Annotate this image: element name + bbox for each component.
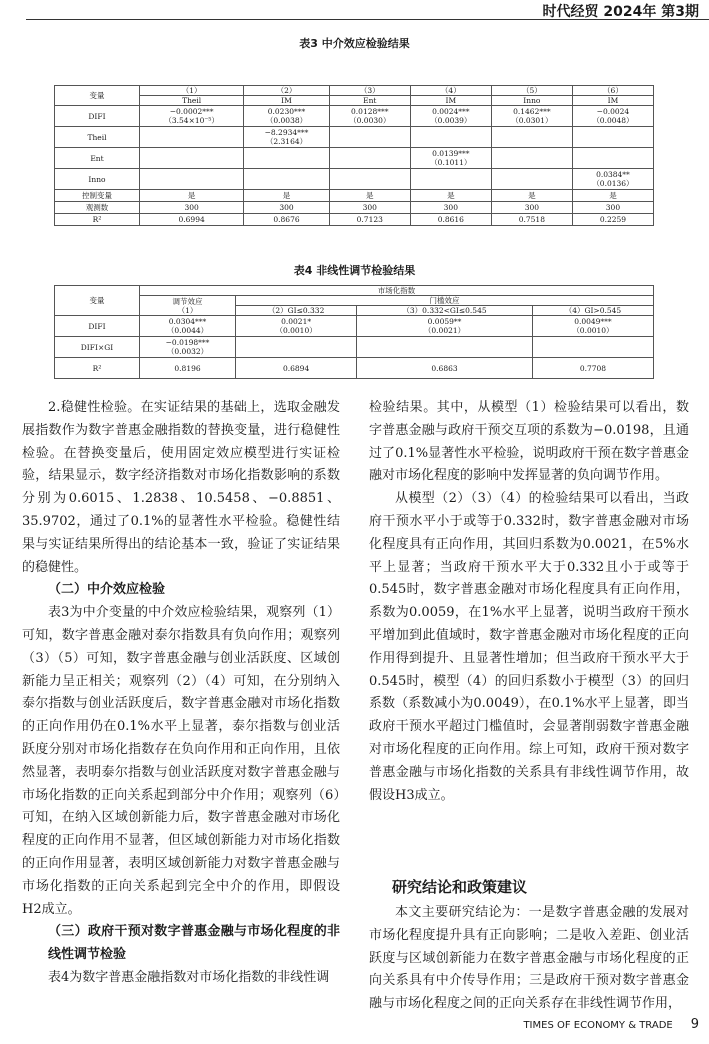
table4-cell — [532, 337, 653, 358]
table3-cell: 0.8616 — [410, 214, 491, 226]
table4 — [54, 285, 654, 379]
table4-cell: 0.6894 — [236, 358, 357, 379]
table4-row-label: DIFI — [55, 316, 140, 337]
table4-var-header: 变量 — [55, 286, 140, 316]
table4-cell: 0.6863 — [357, 358, 533, 379]
table3-cell — [329, 169, 410, 190]
table3-cell: 是 — [410, 190, 491, 202]
table4-threshold-header: 门槛效应 — [236, 296, 654, 306]
table-row — [55, 214, 654, 226]
table4-cell: −0.0198*** （0.0032） — [140, 337, 236, 358]
table3-dep-header: Theil — [140, 96, 244, 106]
table3-cell — [140, 127, 244, 148]
paragraph: 表4为数字普惠金融指数对市场化指数的非线性调 — [48, 969, 330, 985]
table3-cell: 0.2259 — [572, 214, 653, 226]
table3-cell: 0.0384** （0.0136） — [572, 169, 653, 190]
table4-cell: 0.0021* （0.0010） — [236, 316, 357, 337]
table4-row-label: R² — [55, 358, 140, 379]
table3-cell — [329, 148, 410, 169]
journal-name: TIMES OF ECONOMY & TRADE — [523, 1020, 673, 1031]
table3-cell — [244, 148, 329, 169]
table-row — [55, 190, 654, 202]
table3-dep-header: IM — [572, 96, 653, 106]
table3-cell: 300 — [410, 202, 491, 214]
table3-cell: 0.0139*** （0.1011） — [410, 148, 491, 169]
table3-cell — [140, 148, 244, 169]
paragraph: 2.稳健性检验。在实证结果的基础上，选取金融发展指数作为数字普惠金融指数的替换变量，进行稳健性检验。在替换变量后，使用固定效应模型进行实证检验，结果显示，数字经济指数对市场化指数影响的系数分别为0.6015、1.2838、10.5458、−0.8851、35.9702，通过了0.1%的显著性水平检验。稳健性结果与实证结果所得出的结论基本一致，验证了实证结果的稳健性。 — [22, 400, 340, 575]
table4-cell — [236, 337, 357, 358]
table-row — [55, 106, 654, 127]
table-row — [55, 316, 654, 337]
subsection-heading: （二）中介效应检验 — [48, 582, 166, 598]
conclusion-text — [369, 902, 689, 1016]
table3-cell: 0.6994 — [140, 214, 244, 226]
table3-col-header: （4） — [410, 86, 491, 96]
table4-th-header: （2）GI≤0.332 — [236, 306, 357, 316]
table3-col-header: （2） — [244, 86, 329, 96]
table3-cell — [491, 169, 572, 190]
table-row — [55, 202, 654, 214]
page-footer — [523, 1017, 699, 1032]
table3-cell — [410, 169, 491, 190]
table3-row-label: 观测数 — [55, 202, 140, 214]
table3-cell: 是 — [244, 190, 329, 202]
table3-cell — [491, 148, 572, 169]
table4-th-header: （4）GI>0.545 — [532, 306, 653, 316]
section-heading: 研究结论和政策建议 — [392, 878, 528, 896]
right-column — [369, 397, 689, 807]
table-row — [55, 127, 654, 148]
table3-cell: 0.1462*** （0.0301） — [491, 106, 572, 127]
page-header — [0, 0, 709, 20]
table3-dep-header: Inno — [491, 96, 572, 106]
table3-row-label: Theil — [55, 127, 140, 148]
table3-cell: 300 — [491, 202, 572, 214]
paragraph: 本文主要研究结论为：一是数字普惠金融的发展对市场化程度提升具有正向影响；二是收入差距、创业活跃度与区域创新能力在数字普惠金融与市场化程度的正向关系具有中介传导作用；三是政府干预对数字普惠金融与市场化程度之间的正向关系存在非线性调节作用， — [369, 905, 689, 1012]
page-number: 9 — [690, 1017, 699, 1032]
table3-cell: 是 — [572, 190, 653, 202]
table3-cell — [329, 127, 410, 148]
table3-col-header: （3） — [329, 86, 410, 96]
table4-cell: 0.0304*** （0.0044） — [140, 316, 236, 337]
table3-row-label: 控制变量 — [55, 190, 140, 202]
table3-cell — [140, 169, 244, 190]
table3-cell — [244, 169, 329, 190]
table3-cell: 是 — [491, 190, 572, 202]
table-row — [55, 337, 654, 358]
table3-cell — [572, 148, 653, 169]
table3-dep-header: IM — [244, 96, 329, 106]
table4-cell: 0.0059** （0.0021） — [357, 316, 533, 337]
table3-cell — [572, 127, 653, 148]
table3-cell: −0.0024 （0.0048） — [572, 106, 653, 127]
table3-var-header: 变量 — [55, 86, 140, 106]
table3-row-label: R² — [55, 214, 140, 226]
left-column — [22, 397, 340, 990]
table3-cell: 0.0024*** （0.0039） — [410, 106, 491, 127]
table3-cell — [491, 127, 572, 148]
table3-dep-header: Ent — [329, 96, 410, 106]
table4-col1-header: 调节效应 （1） — [140, 296, 236, 316]
table-row — [55, 169, 654, 190]
table3-dep-header: IM — [410, 96, 491, 106]
table3-cell: 300 — [572, 202, 653, 214]
paragraph: 检验结果。其中，从模型（1）检验结果可以看出，数字普惠金融与政府干预交互项的系数为−0.0198，且通过了0.1%显著性水平检验，说明政府干预在数字普惠金融对市场化程度的影响中发挥显著的负向调节作用。 — [369, 400, 689, 484]
table4-group-header: 市场化指数 — [140, 286, 654, 296]
table-row — [55, 148, 654, 169]
table3-title: 表3 中介效应检验结果 — [299, 37, 410, 50]
table3-cell: 是 — [140, 190, 244, 202]
table3-col-header: （5） — [491, 86, 572, 96]
journal-header: 时代经贸 2024年 第3期 — [542, 4, 699, 20]
table3-cell: −8.2934*** （2.3164） — [244, 127, 329, 148]
table4-row-label: DIFI×GI — [55, 337, 140, 358]
table4-cell: 0.7708 — [532, 358, 653, 379]
table3-cell: −0.0002*** （3.54×10⁻⁵） — [140, 106, 244, 127]
paragraph: 从模型（2）（3）（4）的检验结果可以看出，当政府干预水平小于或等于0.332时，数字普惠金融对市场化程度具有正向作用，其回归系数为0.0021，在5%水平上显著；当政府干预水平大于0.332且小于或等于0.545时，数字普惠金融对市场化程度具有正向作用，系数为0.0059，在1%水平上显著，说明当政府干预水平增加到此值域时，数字普惠金融对市场化程度的正向作用得到提升、且显著性增加；但当政府干预水平大于0.545时，模型（4）的回归系数小于模型（3）的回归系数（系数减小为0.0049），在0.1%水平上显著，即当政府干预水平超过门槛值时，会显著削弱数字普惠金融对市场化程度的正向作用。综上可知，政府干预对数字普惠金融与市场化指数的关系具有非线性调节作用，故假设H3成立。 — [369, 491, 689, 803]
table3-cell: 300 — [140, 202, 244, 214]
table3-col-header: （6） — [572, 86, 653, 96]
table3-row-label: Inno — [55, 169, 140, 190]
table3-cell: 是 — [329, 190, 410, 202]
header-rule — [26, 19, 709, 20]
table4-cell: 0.0049*** （0.0010） — [532, 316, 653, 337]
subsection-heading: （三）政府干预对数字普惠金融与市场化程度的非线性调节检验 — [48, 924, 340, 963]
table-row — [55, 358, 654, 379]
table3-cell: 300 — [244, 202, 329, 214]
table3-cell — [410, 127, 491, 148]
table4-th-header: （3）0.332<GI≤0.545 — [357, 306, 533, 316]
table4-cell — [357, 337, 533, 358]
table3-row-label: DIFI — [55, 106, 140, 127]
table3-cell: 0.0230*** （0.0038） — [244, 106, 329, 127]
table4-title: 表4 非线性调节检验结果 — [293, 264, 416, 277]
table3-row-label: Ent — [55, 148, 140, 169]
table4-cell: 0.8196 — [140, 358, 236, 379]
table3 — [54, 85, 654, 226]
table3-col-header: （1） — [140, 86, 244, 96]
table3-cell: 0.0128*** （0.0030） — [329, 106, 410, 127]
paragraph: 表3为中介变量的中介效应检验结果，观察列（1）可知，数字普惠金融对泰尔指数具有负向作用；观察列（3）（5）可知，数字普惠金融与创业活跃度、区域创新能力呈正相关；观察列（2）（4）可知，在分别纳入泰尔指数与创业活跃度后，数字普惠金融对市场化指数的正向作用仍在0.1%水平上显著，泰尔指数与创业活跃度分别对市场化指数存在负向作用和正向作用，且依然显著，表明泰尔指数与创业活跃度对数字普惠金融与市场化指数的正向关系起到部分中介作用；观察列（6）可知，在纳入区域创新能力后，数字普惠金融对市场化程度的正向作用不显著，但区域创新能力对市场化指数的正向作用显著，表明区域创新能力对数字普惠金融与市场化指数的正向关系起到完全中介的作用，即假设H2成立。 — [22, 605, 340, 917]
table3-cell: 0.8676 — [244, 214, 329, 226]
table3-cell: 300 — [329, 202, 410, 214]
table3-cell: 0.7123 — [329, 214, 410, 226]
table3-cell: 0.7518 — [491, 214, 572, 226]
